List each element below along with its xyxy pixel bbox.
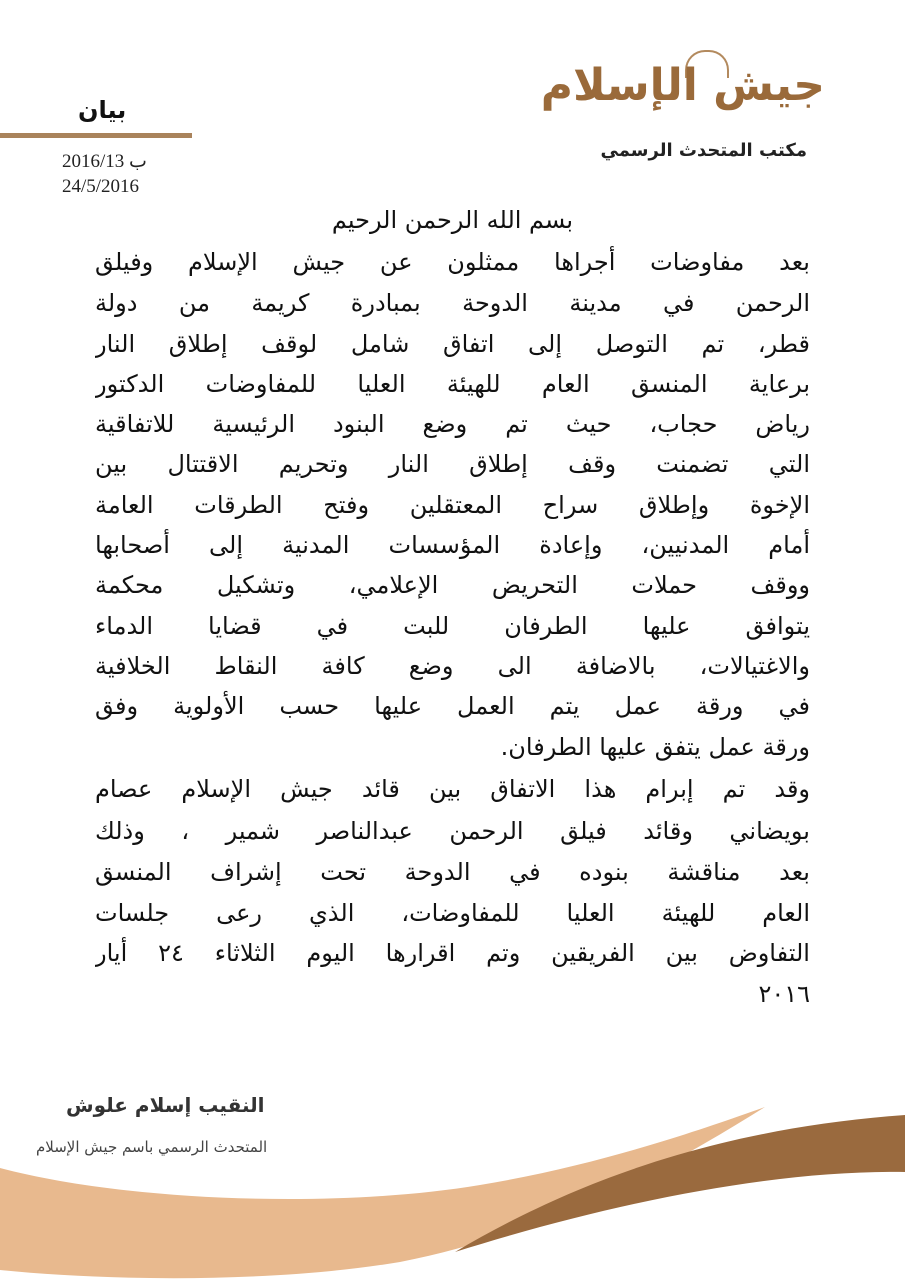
body-line: بويضاني وقائد فيلق الرحمن عبدالناصر شمير ، وذلك [95, 817, 810, 845]
logo-text: جيش الإسلام [540, 60, 825, 111]
body-line: قطر، تم التوصل إلى اتفاق شامل لوقف إطلاق النار [95, 330, 810, 358]
signatory-name: النقيب إسلام علوش [66, 1093, 265, 1117]
header-rule [0, 133, 192, 138]
body-line: وقد تم إبرام هذا الاتفاق بين قائد جيش الإسلام عصام [95, 775, 810, 803]
body-line: يتوافق عليها الطرفان للبت في قضايا الدماء [95, 612, 810, 640]
body-line: التي تضمنت وقف إطلاق النار وتحريم الاقتتال بين [95, 450, 810, 478]
body-line: أمام المدنيين، وإعادة المؤسسات المدنية إلى أصحابها [95, 531, 810, 559]
date: 24/5/2016 [62, 176, 140, 197]
body-line: التفاوض بين الفريقين وتم اقرارها اليوم الثلاثاء ٢٤ أيار [95, 939, 810, 967]
body-line: العام للهيئة العليا للمفاوضات، الذي رعى جلسات [95, 899, 810, 927]
office-name: مكتب المتحدث الرسمي [600, 140, 807, 161]
body-line: والاغتيالات، بالاضافة الى وضع كافة النقاط الخلافية [95, 652, 810, 680]
body-line: ورقة عمل يتفق عليها الطرفان. [500, 733, 810, 761]
body-line: بعد مناقشة بنوده في الدوحة تحت إشراف المنسق [95, 858, 810, 886]
body-line: بعد مفاوضات أجراها ممثلون عن جيش الإسلام وفيلق [95, 248, 810, 276]
document-type: بيان [78, 96, 127, 124]
body-line: ٢٠١٦ [758, 980, 810, 1008]
signatory-title: المتحدث الرسمي باسم جيش الإسلام [36, 1138, 268, 1156]
basmala: بسم الله الرحمن الرحيم [331, 206, 574, 234]
body-line: رياض حجاب، حيث تم وضع البنود الرئيسية للاتفاقية [95, 410, 810, 438]
body-line: في ورقة عمل يتم العمل عليها حسب الأولوية وفق [95, 692, 810, 720]
body-line: ووقف حملات التحريض الإعلامي، وتشكيل محكمة [95, 571, 810, 599]
body-line: الإخوة وإطلاق سراح المعتقلين وفتح الطرقات العامة [95, 491, 810, 519]
logo [540, 50, 825, 130]
body-line: الرحمن في مدينة الدوحة بمبادرة كريمة من دولة [95, 289, 810, 317]
body-line: برعاية المنسق العام للهيئة العليا للمفاوضات الدكتور [95, 370, 810, 398]
reference-number: ب 2016/13 [62, 151, 147, 172]
